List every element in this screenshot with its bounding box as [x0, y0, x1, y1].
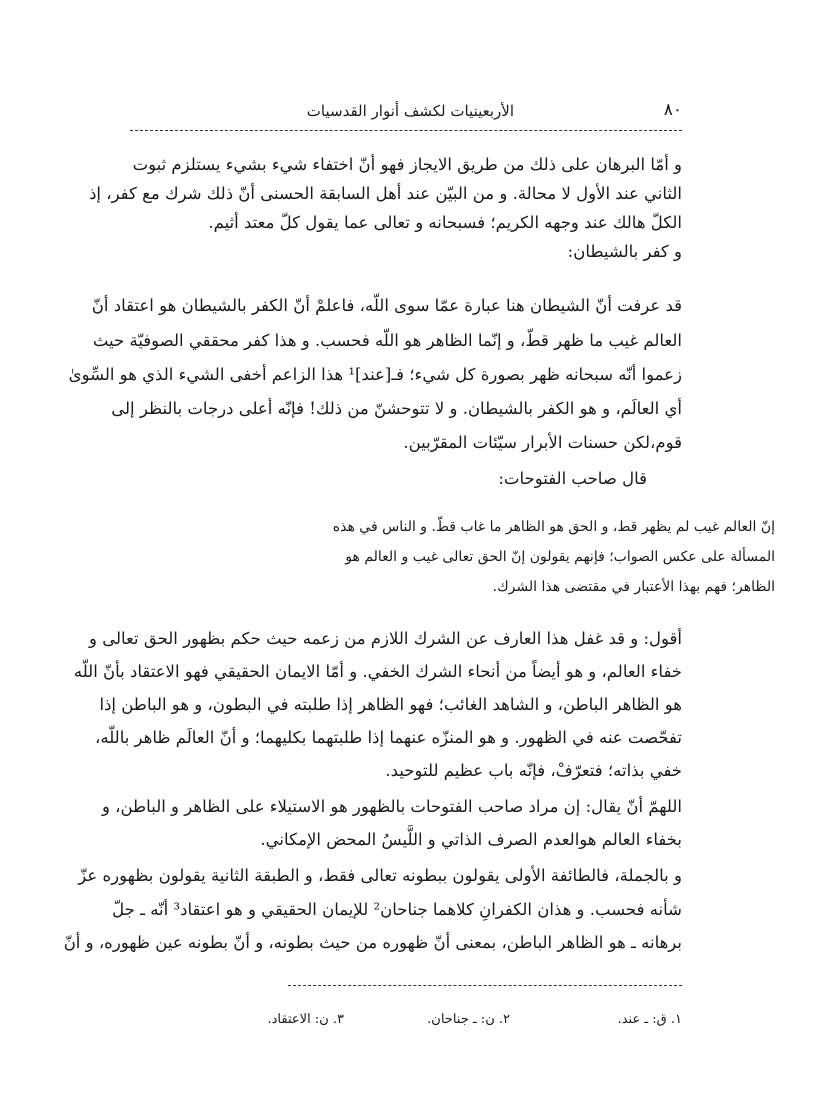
footnote-divider: [288, 985, 682, 986]
paragraph-line: شأنه فحسب. و هذان الكفرانِ كلاهما جناحان² للإيمان الحقيقي و هو اعتقاد³ أنّه ـ جلّ: [112, 900, 682, 919]
paragraph-line: برهانه ـ هو الظاهر الباطن، بمعنى أنّ ظهوره من حيث بطونه، و أنّ بطونه عين ظهوره، و أنّ: [63, 933, 682, 952]
footnote: ١. ق: ـ عند.: [617, 1012, 682, 1027]
paragraph-line: و أمّا البرهان على ذلك من طريق الايجاز فهو أنّ اختفاء شيء بشيء يستلزم ثبوت: [132, 155, 682, 174]
running-title: الأربعينيات لكشف أنوار القدسيات: [306, 102, 514, 120]
paragraph-line: العالم غيب ما ظهر قطّ، و إنّما الظاهر هو اللّه فحسب. و هذا كفر محققي الصوفيّة حيث: [92, 331, 682, 350]
running-header: [130, 100, 682, 130]
block-quote-line: المسألة على عكس الصواب؛ فإنهم يقولون إنّ الحق تعالى غيب و العالم هو: [345, 549, 775, 565]
paragraph-line: تفحّصت عنه في الظهور. و هو المنزّه عنهما إذا طلبتهما بكليهما؛ و أنّ العالَم ظاهر باللّه،: [95, 728, 682, 747]
paragraph-line: بخفاء العالم هوالعدم الصرف الذاتي و اللَّيسُ المحض الإمكاني.: [260, 830, 682, 849]
page-number: ٨٠: [663, 100, 682, 120]
paragraph-line: الثاني عند الأول لا محالة. و من البيّن عند أهل السابقة الحسنى أنّ ذلك شرك مع كفر، إذ: [89, 184, 682, 203]
paragraph-line: الكلّ هالك عند وجهه الكريم؛ فسبحانه و تعالى عما يقول كلّ معتد أثيم.: [208, 213, 682, 232]
paragraph-line: و بالجملة، فالطائفة الأولى يقولون ببطونه تعالى فقط، و الطبقة الثانية يقولون بظهوره عزّ: [78, 866, 682, 885]
paragraph-line: قد عرفت أنّ الشيطان هنا عبارة عمّا سوى اللّه، فاعلمْ أنّ الكفر بالشيطان هو اعتقاد أنّ: [91, 296, 682, 315]
block-quote-line: إنّ العالم غيب لم يظهر قط، و الحق هو الظاهر ما غاب قطّ. و الناس في هذه: [332, 519, 775, 535]
paragraph-line: زعموا أنّه سبحانه ظهر بصورة كل شيء؛ فـ[عند]¹ هذا الزاعم أخفى الشيء الذي هو السِّوىٰ: [68, 365, 682, 384]
paragraph-line: اللهمّ أنّ يقال: إن مراد صاحب الفتوحات بالظهور هو الاستيلاء على الظاهر و الباطن، و: [101, 797, 682, 816]
paragraph-line: أقول: و قد غفل هذا العارف عن الشرك اللازم من زعمه حيث حكم بظهور الحق تعالى و: [89, 629, 682, 648]
paragraph-line: قوم،لكن حسنات الأبرار سيّئات المقرّبين.: [403, 433, 682, 452]
quote-intro: قال صاحب الفتوحات:: [498, 469, 647, 488]
block-quote-line: الظاهر؛ فهم بهذا الأعتبار في مقتضى هذا الشرك.: [492, 579, 775, 595]
paragraph-line: هو الظاهر الباطن، و الشاهد الغائب؛ فهو الظاهر إذا طلبته في البطون، و هو الباطن إذا: [99, 695, 682, 714]
paragraph-line: خفاء العالم، و هو أيضاً من أنحاء الشرك الخفي. و أمّا الايمان الحقيقي فهو الاعتقاد بأنّ اللّه: [73, 662, 682, 681]
paragraph-line: أي العالَم، و هو الكفر بالشيطان. و لا تتوحشنّ من ذلك! فإنّه أعلى درجات بالنظر إلى: [111, 399, 682, 418]
footnote: ٣. ن: الاعتقاد.: [267, 1012, 344, 1027]
paragraph-line: خفي بذاته؛ فتعرّفْ، فإنّه باب عظيم للتوحيد.: [385, 761, 682, 780]
header-divider: [130, 130, 682, 131]
footnote: ٢. ن: ـ جناحان.: [427, 1012, 510, 1027]
section-subheading: و كفر بالشيطان:: [567, 242, 682, 261]
